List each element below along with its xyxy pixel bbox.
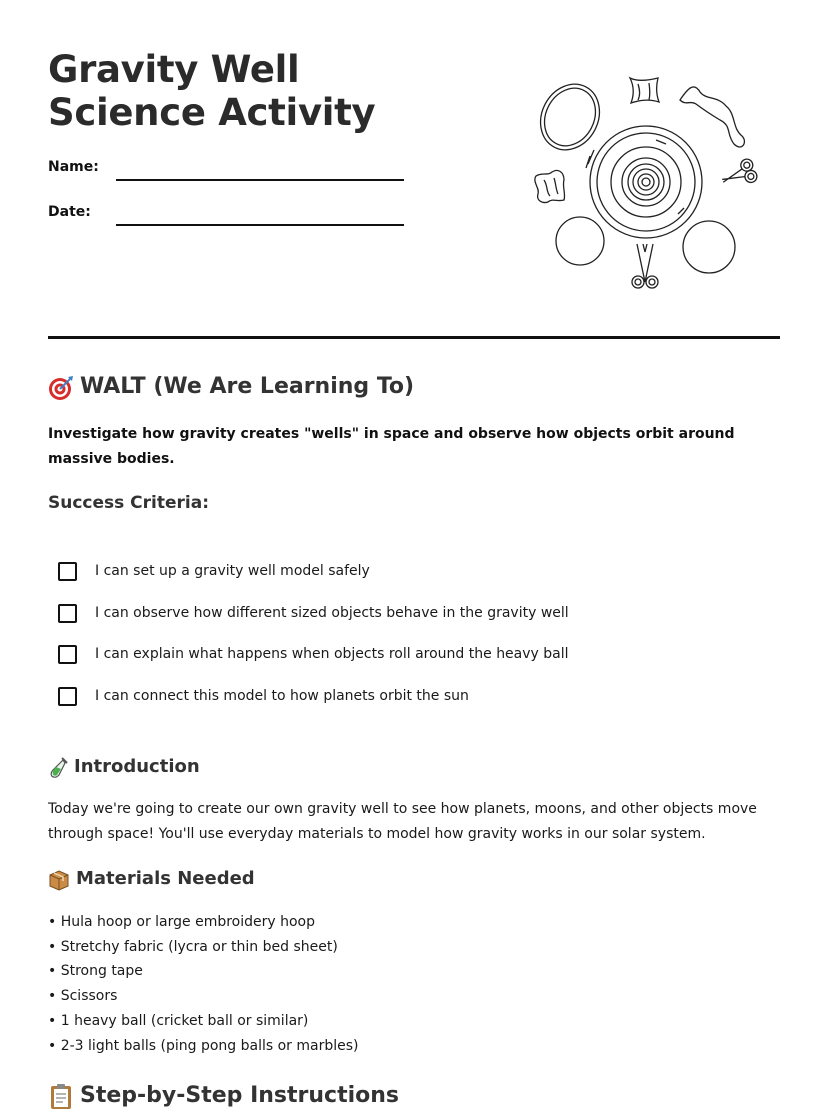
name-label: Name:: [48, 159, 99, 175]
walt-heading-text: WALT (We Are Learning To): [80, 374, 415, 399]
list-item: • Hula hoop or large embroidery hoop: [48, 910, 359, 935]
scissors-drawing-bottom: [632, 244, 658, 288]
list-item: • Scissors: [48, 984, 359, 1009]
light-ball-right: [683, 221, 735, 273]
page-title: Gravity Well Science Activity: [48, 48, 376, 134]
criteria-text: I can set up a gravity well model safely: [95, 563, 370, 579]
hoop-drawing: [529, 74, 610, 160]
name-input-line[interactable]: [116, 179, 404, 181]
date-input-line[interactable]: [116, 224, 404, 226]
gravity-well-drawing: [586, 126, 702, 238]
introduction-text: Today we're going to create our own gravity well to see how planets, moons, and other objects move through space! You'll use everyday materials to model how gravity works in our solar system.: [48, 801, 757, 842]
introduction-heading-text: Introduction: [74, 756, 200, 777]
materials-heading-text: Materials Needed: [76, 868, 255, 889]
materials-illustration: [528, 70, 764, 300]
criteria-item[interactable]: [58, 560, 758, 602]
steps-heading-text: Step-by-Step Instructions: [80, 1082, 400, 1108]
tape-drawing: [680, 87, 744, 147]
checkbox[interactable]: [58, 645, 77, 664]
package-icon: [48, 869, 68, 889]
materials-heading: [48, 868, 255, 889]
steps-heading: [48, 1082, 399, 1108]
clipboard-icon: [48, 1082, 72, 1108]
criteria-text: I can observe how different sized objects behave in the gravity well: [95, 604, 569, 621]
criteria-text: I can explain what happens when objects roll around the heavy ball: [95, 646, 569, 662]
date-field[interactable]: [48, 204, 408, 234]
list-item: • Stretchy fabric (lycra or thin bed sheet): [48, 935, 359, 960]
criteria-item[interactable]: [58, 643, 758, 685]
scissors-drawing-right: [718, 157, 758, 191]
success-criteria-heading: Success Criteria:: [48, 493, 210, 513]
test-tube-icon: [48, 757, 66, 777]
list-item: • 2-3 light balls (ping pong balls or marbles): [48, 1034, 359, 1059]
walt-heading: [48, 374, 414, 399]
criteria-item[interactable]: [58, 685, 758, 727]
light-ball-left: [556, 217, 604, 265]
checkbox[interactable]: [58, 604, 77, 623]
success-criteria-list: [58, 560, 758, 726]
fabric-drawing: [630, 78, 659, 103]
checkbox[interactable]: [58, 562, 77, 581]
fabric-piece-left: [535, 170, 565, 202]
criteria-item[interactable]: [58, 602, 758, 644]
walt-statement: Investigate how gravity creates "wells" in space and observe how objects orbit around massive bodies.: [48, 426, 735, 467]
list-item: • Strong tape: [48, 959, 359, 984]
header-divider: [48, 336, 780, 339]
criteria-text: I can connect this model to how planets orbit the sun: [95, 687, 469, 704]
target-icon: [48, 375, 72, 399]
materials-list: [48, 910, 359, 1058]
introduction-heading: [48, 756, 200, 777]
name-field[interactable]: [48, 159, 408, 189]
list-item: • 1 heavy ball (cricket ball or similar): [48, 1009, 359, 1034]
date-label: Date:: [48, 204, 91, 220]
checkbox[interactable]: [58, 687, 77, 706]
